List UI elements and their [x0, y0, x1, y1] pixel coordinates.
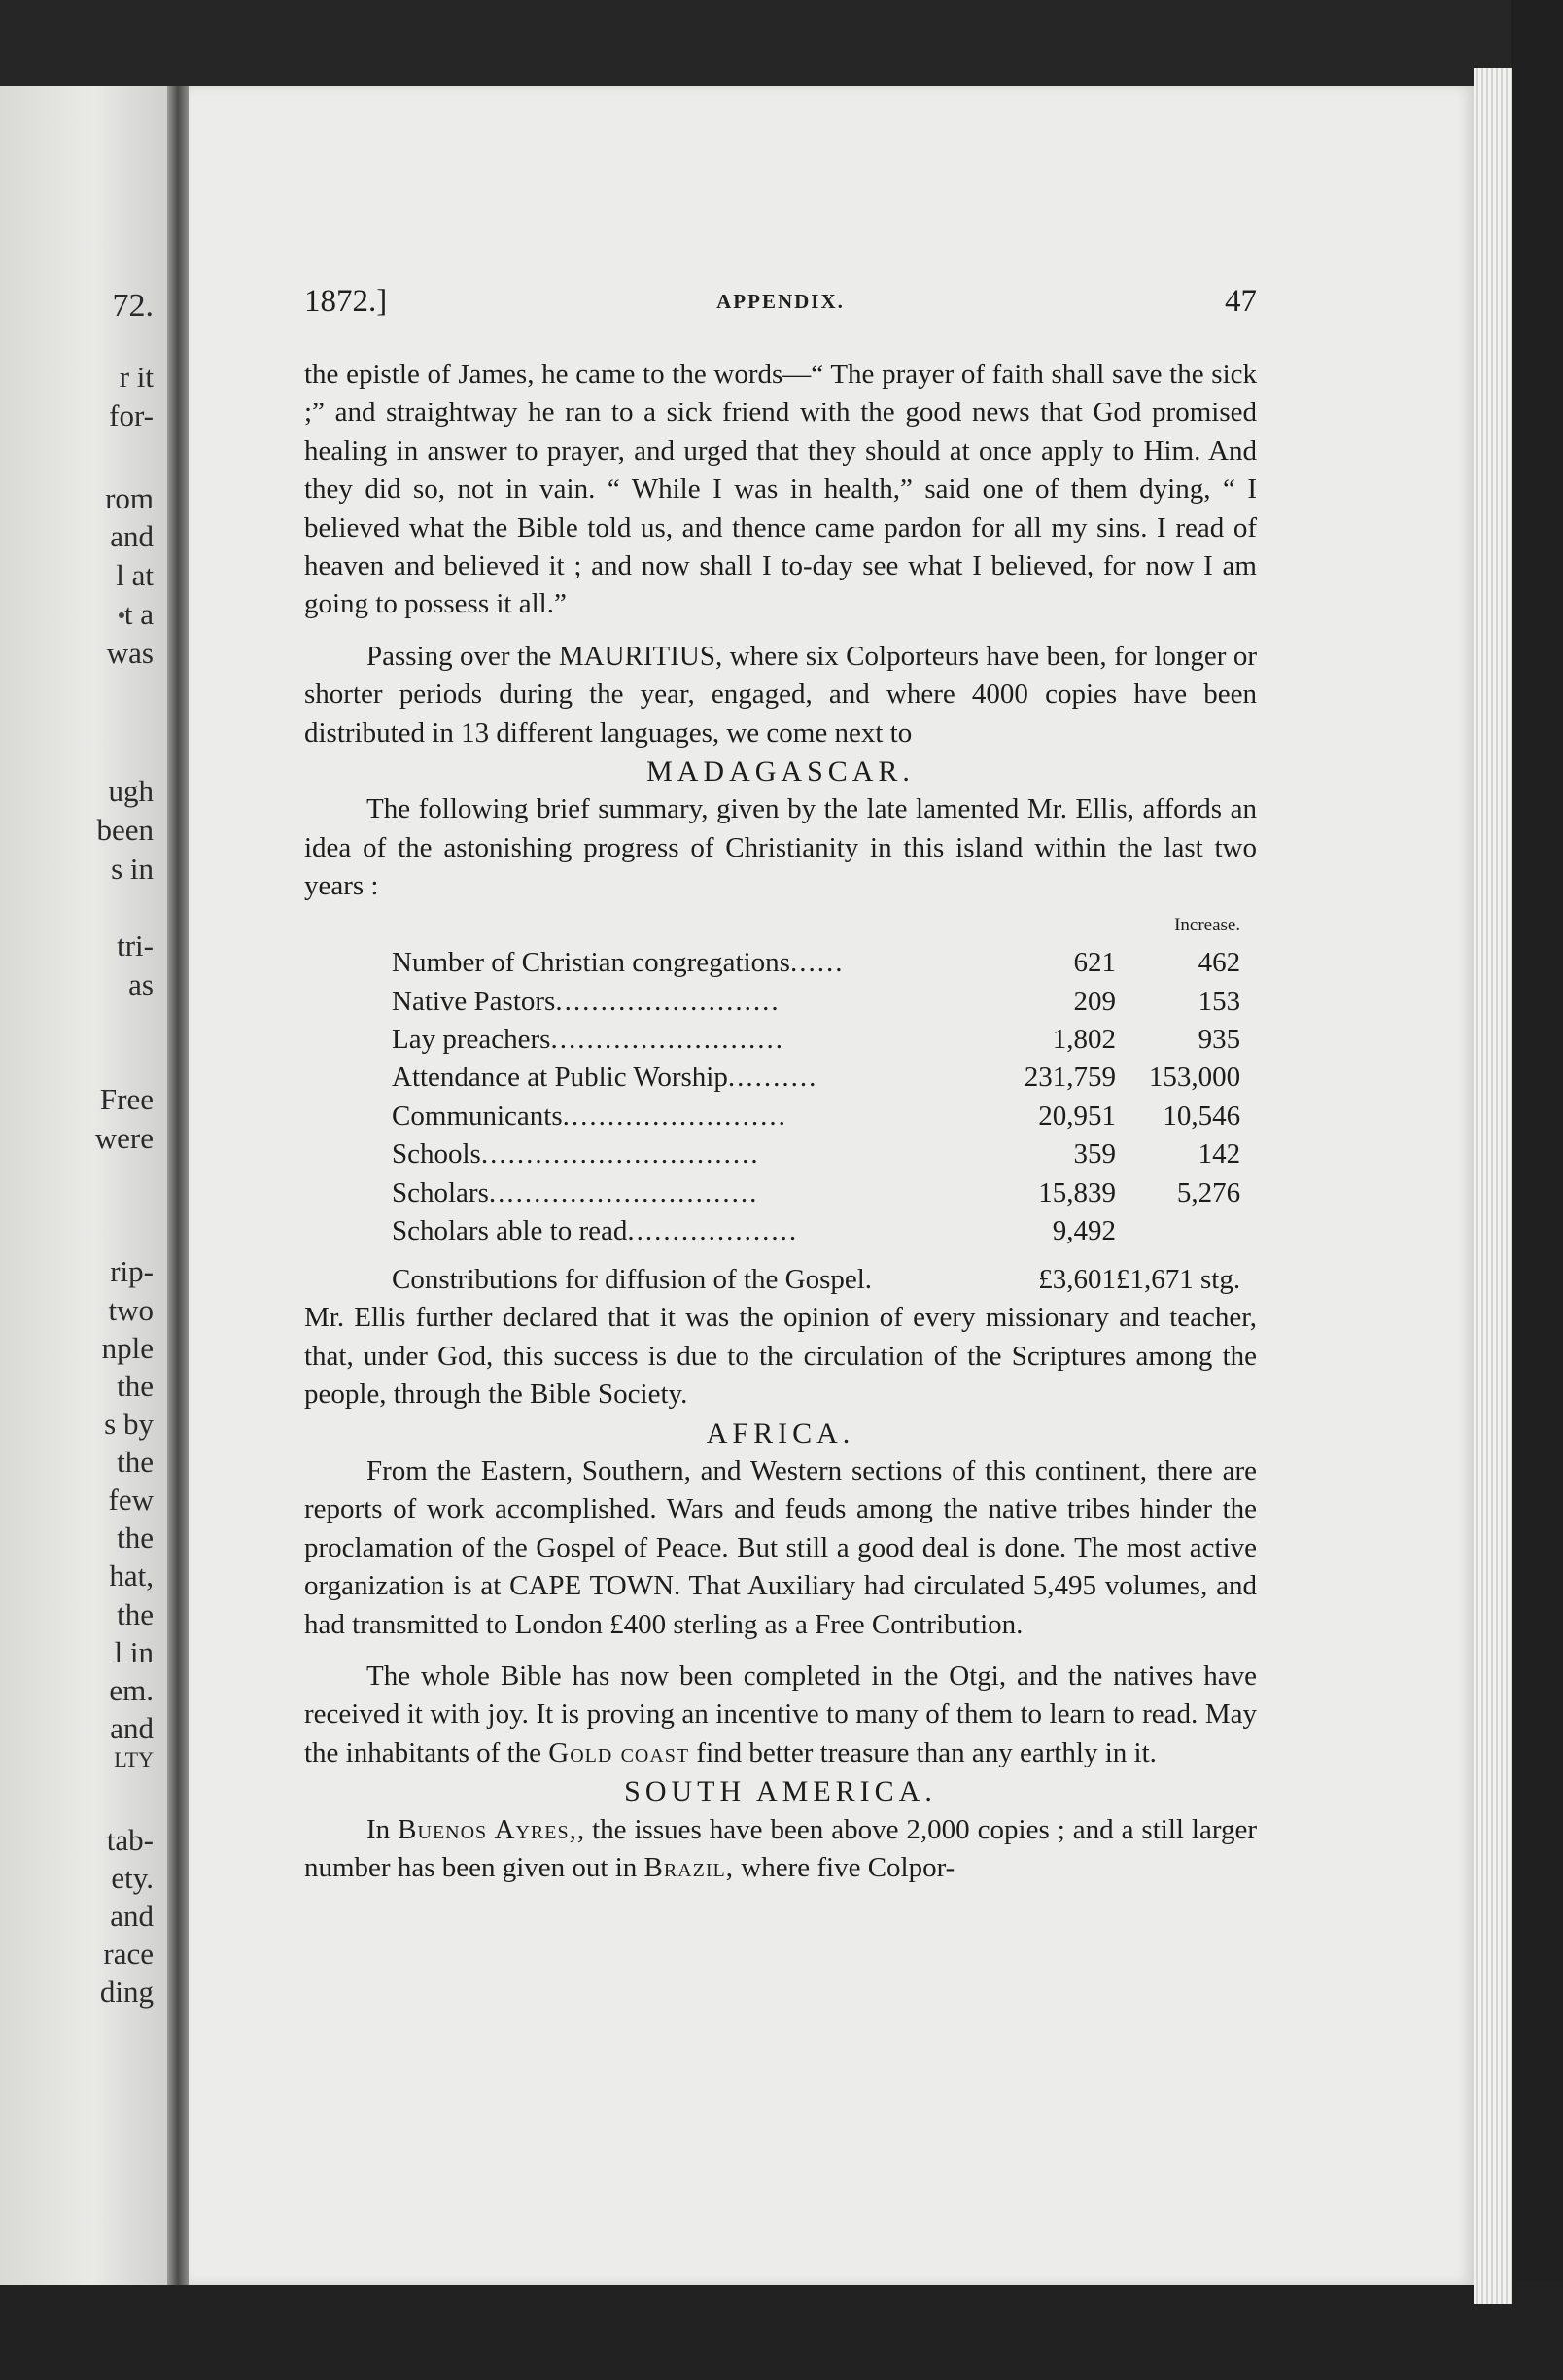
- row-label: [392, 983, 980, 1021]
- leader-dots: ...............................: [480, 1138, 760, 1171]
- left-page-line: and: [110, 1711, 154, 1745]
- left-page-line: the: [117, 1369, 154, 1403]
- left-page-line: and: [110, 519, 154, 553]
- row-label-text: Schools: [392, 1138, 481, 1171]
- row-label: [392, 1021, 980, 1059]
- table-row: [392, 1059, 1240, 1097]
- table-row: [392, 1021, 1240, 1059]
- left-page-line: 72.: [112, 288, 154, 324]
- row-label: [392, 1174, 980, 1212]
- left-page-line: the: [117, 1445, 154, 1479]
- row-label-text: Scholars: [392, 1176, 489, 1208]
- otgi-text-a: The whole Bible has now been completed in the Otgi, and the natives have received it with joy. It is proving an incentive to many of them to learn to read. May the inhabitants of the: [304, 1661, 1257, 1768]
- left-page-line: ety.: [111, 1861, 154, 1895]
- page-number: 47: [1225, 284, 1257, 319]
- section-heading-africa: AFRICA.: [706, 1417, 855, 1450]
- row-increase: [1116, 1212, 1240, 1250]
- left-facing-page: [0, 86, 167, 2285]
- row-value: 359: [1073, 1138, 1116, 1171]
- table-header-row: [392, 906, 1240, 944]
- row-label: [392, 1212, 980, 1250]
- leader-dots: .........................: [555, 985, 781, 1017]
- sa-text-a: In: [366, 1813, 391, 1845]
- left-page-line: as: [128, 967, 154, 1001]
- left-page-line: rom: [105, 481, 154, 515]
- paragraph-ellis-declaration: Mr. Ellis further declared that it was the opinion of every missionary and teacher, that, under God, this success is due to the circulation of the Scriptures among the people, through the Bible Society.: [304, 1302, 1257, 1411]
- row-label: [392, 1059, 980, 1097]
- page-body: [304, 356, 1257, 1887]
- row-increase: 153,000: [1148, 1062, 1241, 1094]
- left-page-line: the: [117, 1521, 154, 1555]
- header-year: 1872.]: [304, 284, 388, 319]
- row-label-text: Number of Christian congregations: [392, 947, 790, 979]
- leader-dots: ..........................: [550, 1023, 784, 1055]
- row-value: 9,492: [1052, 1214, 1116, 1246]
- scanner-frame-top: [0, 0, 1563, 88]
- gold-coast-text: Gold coast: [548, 1736, 690, 1768]
- row-value: 20,951: [1038, 1100, 1116, 1132]
- row-label: [392, 1098, 980, 1136]
- left-page-line: l in: [114, 1635, 154, 1669]
- buenos-ayres-text: Buenos Ayres,: [398, 1813, 577, 1845]
- row-label-text: Scholars able to read: [392, 1214, 628, 1246]
- row-value: 1,802: [1052, 1023, 1116, 1055]
- left-page-line: for-: [109, 399, 154, 433]
- left-page-line: s by: [104, 1407, 154, 1441]
- header-title: APPENDIX.: [716, 290, 845, 313]
- left-page-line: Free: [99, 1082, 154, 1116]
- leader-dots: ..............................: [488, 1176, 759, 1208]
- left-page-line: few: [108, 1483, 154, 1517]
- book-gutter: [167, 86, 189, 2285]
- row-label-text: Lay preachers: [392, 1023, 551, 1055]
- paragraph-james: the epistle of James, he came to the words—“ The prayer of faith shall save the sick ;” and straightway he ran to a sick friend with the good news that God promised healing in answer to prayer, and urged that they should at once apply to Him. And they did so, not in vain. “ While I was in health,” said one of them dying, “ I believed what the Bible told us, and thence came pardon for all my sins. I read of heaven and believed it ; and now shall I to-day see what I believed, for now I am going to possess it all.”: [304, 359, 1257, 620]
- row-label: [392, 1136, 980, 1173]
- table-row: [392, 1212, 1240, 1250]
- paragraph-summary-intro: The following brief summary, given by the late lamented Mr. Ellis, affords an idea of the astonishing progress of Christianity in this island within the last two years :: [304, 793, 1257, 902]
- left-page-line: hat,: [109, 1558, 154, 1592]
- row-label-text: Attendance at Public Worship: [392, 1062, 728, 1094]
- row-label-text: Native Pastors: [392, 985, 556, 1017]
- sa-text-c: where five Colpor-: [741, 1852, 955, 1884]
- left-page-line: and: [110, 1899, 154, 1933]
- contributions-row: [392, 1250, 1240, 1299]
- left-page-line: nple: [101, 1331, 154, 1365]
- contributions-value: £3,601: [1038, 1263, 1116, 1295]
- left-page-line: tab-: [106, 1823, 154, 1857]
- leader-dots: ...................: [627, 1214, 799, 1246]
- leader-dots: .........................: [562, 1100, 787, 1132]
- row-increase: 935: [1198, 1023, 1241, 1055]
- left-page-line: the: [117, 1597, 154, 1631]
- page-edge: [1474, 68, 1512, 2304]
- row-value: 15,839: [1038, 1176, 1116, 1208]
- contributions-increase: £1,671 stg.: [1116, 1263, 1241, 1295]
- row-increase: 10,546: [1163, 1100, 1241, 1132]
- paragraph-south-america: [304, 1811, 1257, 1888]
- row-increase: 5,276: [1176, 1176, 1241, 1208]
- table-row: [392, 944, 1240, 982]
- row-increase: 153: [1198, 985, 1241, 1017]
- section-heading-madagascar: MADAGASCAR.: [646, 755, 915, 788]
- row-value: 231,759: [1024, 1062, 1116, 1094]
- paragraph-africa: From the Eastern, Southern, and Western sections of this continent, there are reports of work accomplished. Wars and feuds among the native tribes hinder the proclamation of the Gospel of Peace. But still a good deal is done. The most active organization is at CAPE TOWN. That Auxiliary had circulated 5,495 volumes, and had transmitted to London £400 sterling as a Free Contribution.: [304, 1454, 1257, 1640]
- left-page-line: ding: [99, 1975, 154, 2009]
- left-page-line: s in: [111, 852, 154, 886]
- scanner-frame-bottom: [0, 2280, 1563, 2380]
- paragraph-mauritius: Passing over the MAURITIUS, where six Colporteurs have been, for longer or shorter periods during the year, engaged, and where 4000 copies have been distributed in 13 different languages, we come next to: [304, 640, 1257, 749]
- paragraph-otgi-bible: [304, 1658, 1257, 1772]
- row-label: [392, 944, 980, 982]
- left-page-line: rip-: [110, 1254, 154, 1288]
- increase-column-header: Increase.: [1174, 914, 1241, 935]
- left-page-line: ugh: [108, 774, 154, 808]
- brazil-text: Brazil,: [643, 1852, 735, 1884]
- running-header: [304, 284, 1257, 325]
- speck-mark: [119, 612, 124, 618]
- left-page-line: was: [106, 636, 154, 670]
- left-page-line: r it: [119, 360, 154, 394]
- row-label-text: Communicants: [392, 1100, 563, 1132]
- section-heading-south-america: SOUTH AMERICA.: [624, 1775, 937, 1808]
- row-value: 209: [1073, 985, 1116, 1017]
- table-row: [392, 1136, 1240, 1173]
- left-page-line: l at: [116, 558, 154, 592]
- left-page-line: tri-: [117, 928, 154, 962]
- left-page-line: t a: [123, 597, 154, 631]
- left-page-line: were: [94, 1121, 154, 1155]
- sa-text-b: , the issues have been above 2,000 copies ; and a still larger number has been given out in: [304, 1813, 1258, 1884]
- table-row: [392, 1174, 1240, 1212]
- left-page-line: been: [96, 813, 154, 847]
- left-page-line: two: [108, 1293, 154, 1327]
- otgi-text-b: find better treasure than any earthly in it.: [696, 1736, 1157, 1768]
- row-increase: 462: [1198, 947, 1241, 979]
- row-value: 621: [1073, 947, 1116, 979]
- leader-dots: ..........: [727, 1062, 818, 1094]
- table-row: [392, 1098, 1240, 1136]
- madagascar-statistics-table: [392, 906, 1240, 1300]
- table-row: [392, 983, 1240, 1021]
- scanner-frame-right: [1511, 0, 1563, 2380]
- leader-dots: ......: [789, 947, 845, 979]
- row-increase: 142: [1198, 1138, 1241, 1171]
- contributions-label: Constributions for diffusion of the Gospel.: [392, 1263, 873, 1295]
- left-page-line: LTY: [114, 1747, 154, 1771]
- left-page-line: em.: [109, 1673, 154, 1707]
- left-page-line: race: [103, 1937, 154, 1971]
